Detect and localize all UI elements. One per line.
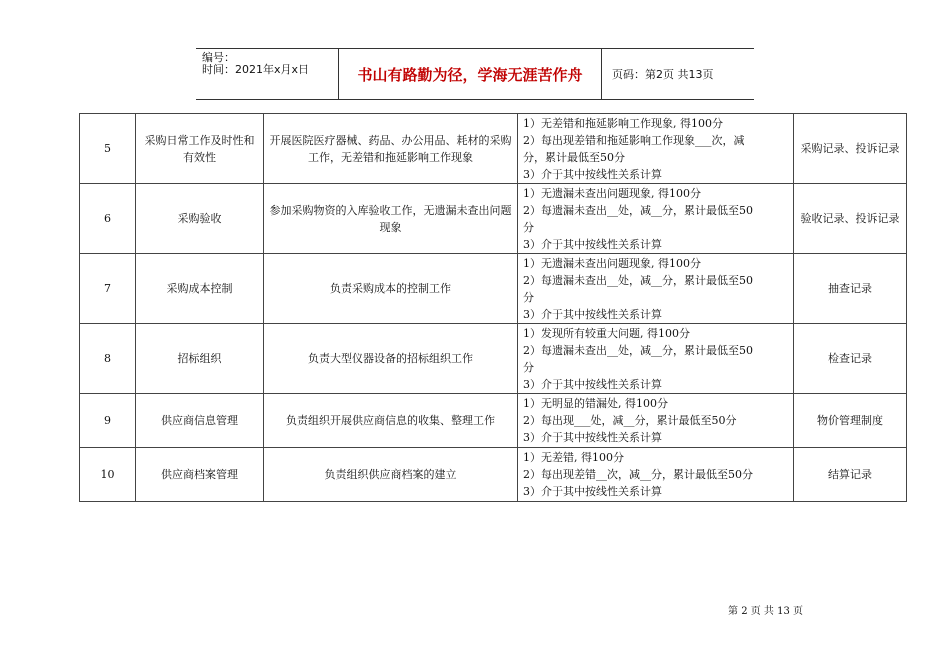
assessment-item: 采购日常工作及时性和有效性 xyxy=(136,114,264,184)
scoring-standard-line: 3）介于其中按线性关系计算 xyxy=(523,485,662,498)
scoring-standard xyxy=(518,394,794,448)
row-number: 5 xyxy=(80,114,136,184)
scoring-standard-line: 2）每遗漏未查出__处，减__分，累计最低至50 xyxy=(523,343,753,357)
scoring-standard xyxy=(518,254,794,324)
scoring-standard-line: 1）无遗漏未查出问题现象, 得100分 xyxy=(523,186,701,200)
page-header xyxy=(196,48,754,100)
scoring-standard-line: 2）每出现___处，减__分，累计最低至50分 xyxy=(523,414,737,427)
data-source: 结算记录 xyxy=(794,448,907,502)
scoring-standard-line: 3）介于其中按线性关系计算 xyxy=(523,167,662,181)
page-footer: 第 2 页 共 13 页 xyxy=(728,606,803,617)
assessment-item: 采购成本控制 xyxy=(136,254,264,324)
scoring-standard-line: 1）无遗漏未查出问题现象, 得100分 xyxy=(523,256,701,270)
data-source: 检查记录 xyxy=(794,324,907,394)
assessment-description: 负责大型仪器设备的招标组织工作 xyxy=(264,324,518,394)
header-motto: 书山有路勤为径，学海无涯苦作舟 xyxy=(339,49,602,99)
kpi-table-body xyxy=(80,114,907,502)
scoring-standard-line: 分 xyxy=(523,220,534,234)
assessment-item: 招标组织 xyxy=(136,324,264,394)
scoring-standard xyxy=(518,324,794,394)
row-number: 7 xyxy=(80,254,136,324)
scoring-standard-line: 1）发现所有较重大问题, 得100分 xyxy=(523,326,690,340)
row-number: 10 xyxy=(80,448,136,502)
scoring-standard-line: 分，累计最低至50分 xyxy=(523,150,625,164)
header-page-info: 页码：第2页 共13页 xyxy=(612,68,714,81)
scoring-standard xyxy=(518,114,794,184)
scoring-standard-line: 3）介于其中按线性关系计算 xyxy=(523,307,662,321)
scoring-standard-line: 2）每出现差错和拖延影响工作现象___次，减 xyxy=(523,133,745,147)
number-label: 编号： xyxy=(202,51,235,64)
assessment-item: 供应商信息管理 xyxy=(136,394,264,448)
scoring-standard-line: 3）介于其中按线性关系计算 xyxy=(523,237,662,251)
kpi-table xyxy=(79,113,907,502)
data-source: 采购记录、投诉记录 xyxy=(794,114,907,184)
table-row xyxy=(80,184,907,254)
time-label: 时间：2021年x月x日 xyxy=(202,63,310,76)
scoring-standard-line: 分 xyxy=(523,290,534,304)
table-row xyxy=(80,394,907,448)
table-row xyxy=(80,254,907,324)
scoring-standard-line: 分 xyxy=(523,360,534,374)
scoring-standard-line: 2）每遗漏未查出__处，减__分，累计最低至50 xyxy=(523,273,753,287)
row-number: 8 xyxy=(80,324,136,394)
assessment-description: 负责组织供应商档案的建立 xyxy=(264,448,518,502)
scoring-standard-line: 1）无差错和拖延影响工作现象, 得100分 xyxy=(523,116,723,130)
assessment-description: 参加采购物资的入库验收工作，无遗漏未查出问题现象 xyxy=(264,184,518,254)
scoring-standard-line: 2）每出现差错__次，减__分，累计最低至50分 xyxy=(523,468,753,481)
assessment-description: 开展医院医疗器械、药品、办公用品、耗材的采购工作，无差错和拖延影响工作现象 xyxy=(264,114,518,184)
data-source: 验收记录、投诉记录 xyxy=(794,184,907,254)
scoring-standard xyxy=(518,448,794,502)
assessment-item: 供应商档案管理 xyxy=(136,448,264,502)
scoring-standard-line: 1）无明显的错漏处, 得100分 xyxy=(523,397,668,410)
data-source: 抽查记录 xyxy=(794,254,907,324)
row-number: 9 xyxy=(80,394,136,448)
table-row xyxy=(80,324,907,394)
table-row xyxy=(80,114,907,184)
scoring-standard xyxy=(518,184,794,254)
assessment-description: 负责采购成本的控制工作 xyxy=(264,254,518,324)
assessment-item: 采购验收 xyxy=(136,184,264,254)
table-row xyxy=(80,448,907,502)
row-number: 6 xyxy=(80,184,136,254)
scoring-standard-line: 2）每遗漏未查出__处，减__分，累计最低至50 xyxy=(523,203,753,217)
assessment-description: 负责组织开展供应商信息的收集、整理工作 xyxy=(264,394,518,448)
scoring-standard-line: 1）无差错, 得100分 xyxy=(523,451,624,464)
scoring-standard-line: 3）介于其中按线性关系计算 xyxy=(523,431,662,444)
scoring-standard-line: 3）介于其中按线性关系计算 xyxy=(523,377,662,391)
data-source: 物价管理制度 xyxy=(794,394,907,448)
header-meta xyxy=(196,49,339,99)
